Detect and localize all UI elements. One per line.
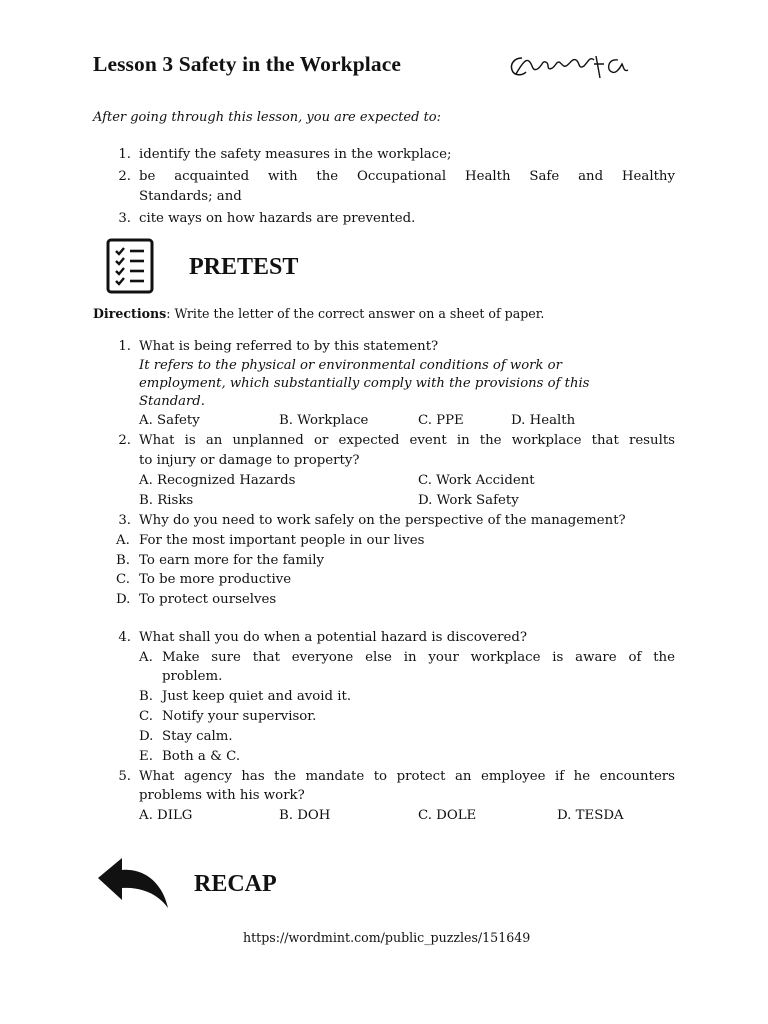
question-number: 2. — [118, 433, 131, 448]
signature-icon — [508, 50, 630, 82]
answer-choice: Notify your supervisor. — [162, 709, 317, 724]
puzzle-link[interactable]: https://wordmint.com/public_puzzles/151649 — [243, 930, 531, 945]
answer-choice: D. Health — [511, 413, 576, 428]
lesson-title: Lesson 3 Safety in the Workplace — [93, 52, 401, 76]
question-statement: employment, which substantially comply with the provisions of this — [139, 376, 590, 391]
answer-choice: A. Safety — [139, 413, 200, 428]
pretest-heading: PRETEST — [189, 254, 299, 280]
objective-number: 3. — [118, 211, 131, 226]
question-text-continued: problems with his work? — [139, 788, 305, 803]
answer-letter: D. — [116, 592, 131, 607]
directions — [93, 306, 544, 321]
answer-choice: B. Workplace — [279, 413, 369, 428]
answer-choice: C. DOLE — [418, 808, 477, 823]
answer-letter: E. — [139, 749, 153, 764]
answer-letter: D. — [139, 729, 154, 744]
question-number: 1. — [118, 339, 131, 354]
question-statement: It refers to the physical or environmental conditions of work or — [139, 358, 562, 373]
answer-choice: To be more productive — [139, 572, 292, 587]
answer-choice: B. DOH — [279, 808, 331, 823]
answer-choice: B. Risks — [139, 493, 194, 508]
answer-choice: C. Work Accident — [418, 473, 535, 488]
answer-choice: D. Work Safety — [418, 493, 519, 508]
answer-letter: A. — [116, 533, 130, 548]
question-statement: Standard. — [139, 394, 205, 409]
objective-text: be acquainted with the Occupational Health Safe and Healthy — [139, 169, 675, 184]
question-text-continued: to injury or damage to property? — [139, 453, 360, 468]
objective-number: 2. — [118, 169, 131, 184]
answer-letter: C. — [139, 709, 153, 724]
question-number: 3. — [118, 513, 131, 528]
answer-choice: Both a & C. — [162, 749, 241, 764]
answer-letter: A. — [139, 650, 153, 665]
answer-choice: For the most important people in our lives — [139, 533, 425, 548]
checklist-icon — [106, 238, 154, 294]
question-number: 4. — [118, 630, 131, 645]
question-text: Why do you need to work safely on the perspective of the management? — [139, 513, 626, 528]
question-text: What shall you do when a potential hazard is discovered? — [139, 630, 527, 645]
objective-text: cite ways on how hazards are prevented. — [139, 211, 416, 226]
answer-choice-continued: problem. — [162, 669, 223, 684]
question-text: What agency has the mandate to protect an employee if he encounters — [139, 769, 675, 784]
directions-label: Directions — [93, 306, 167, 321]
question-number: 5. — [118, 769, 131, 784]
answer-choice: D. TESDA — [557, 808, 624, 823]
directions-text: : Write the letter of the correct answer on a sheet of paper. — [166, 306, 545, 321]
objective-number: 1. — [118, 147, 131, 162]
answer-letter: C. — [116, 572, 130, 587]
question-text: What is being referred to by this statement? — [139, 339, 439, 354]
recap-heading: RECAP — [194, 871, 277, 897]
answer-letter: B. — [139, 689, 153, 704]
answer-choice: A. DILG — [139, 808, 193, 823]
objective-text-continued: Standards; and — [139, 189, 242, 204]
answer-choice: Stay calm. — [162, 729, 233, 744]
answer-choice: To protect ourselves — [139, 592, 277, 607]
answer-choice: To earn more for the family — [139, 553, 325, 568]
lesson-intro: After going through this lesson, you are expected to: — [93, 110, 442, 125]
answer-choice: C. PPE — [418, 413, 464, 428]
question-text: What is an unplanned or expected event in the workplace that results — [139, 433, 675, 448]
objective-text: identify the safety measures in the workplace; — [139, 147, 452, 162]
answer-choice: A. Recognized Hazards — [139, 473, 296, 488]
curved-back-arrow-icon — [96, 856, 172, 912]
answer-letter: B. — [116, 553, 130, 568]
answer-choice: Make sure that everyone else in your workplace is aware of the — [162, 650, 675, 665]
answer-choice: Just keep quiet and avoid it. — [162, 689, 352, 704]
